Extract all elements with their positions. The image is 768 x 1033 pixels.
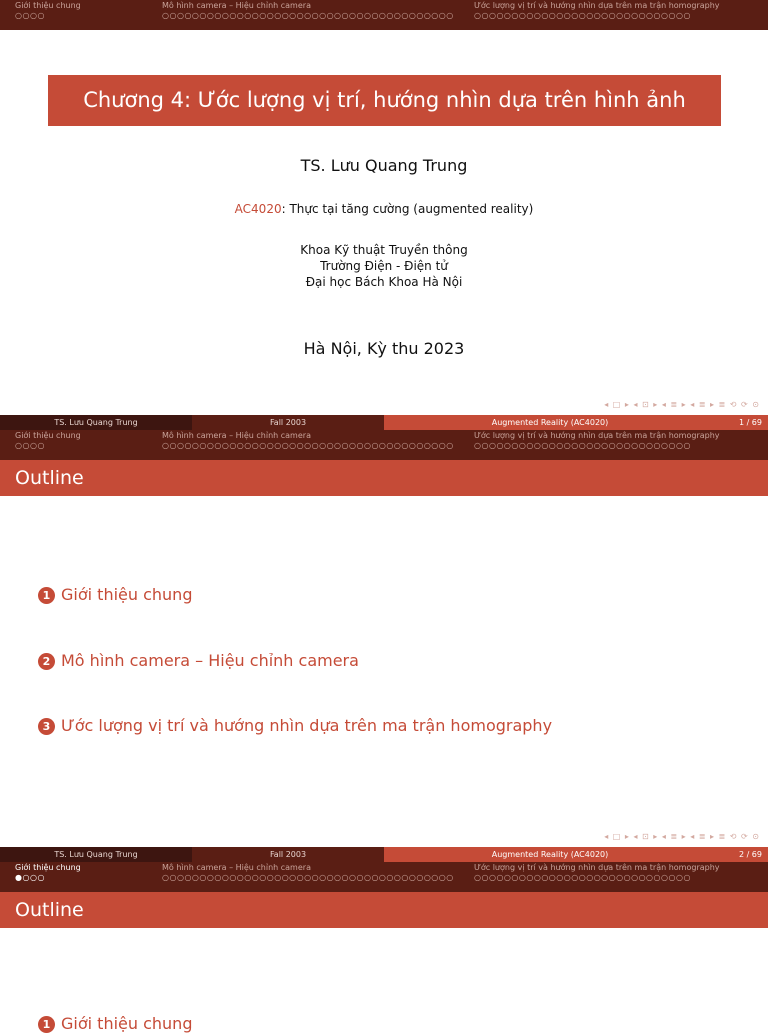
outline-item-intro[interactable] xyxy=(38,585,192,604)
footer-author: TS. Lưu Quang Trung xyxy=(0,415,192,430)
item-number-badge: 1 xyxy=(38,587,55,604)
footer-term: Fall 2003 xyxy=(192,847,384,862)
outline-item-label: Giới thiệu chung xyxy=(61,585,193,604)
slide1-nav-bar xyxy=(0,0,768,30)
beamer-nav-symbols[interactable]: ◂ □ ▸ ◂ ⊡ ▸ ◂ ≣ ▸ ◂ ≣ ▸ ≣ ⟲ ⟳ ⊙ xyxy=(604,832,760,841)
place-date: Hà Nội, Kỳ thu 2023 xyxy=(303,339,465,358)
nav-section-homography[interactable]: Ước lượng vị trí và hướng nhìn dựa trên ma trận homography ○○○○○○○○○○○○○○○○○○○○○○○○○○○○○ xyxy=(474,431,720,450)
outline-heading: Outline xyxy=(0,460,768,496)
footer-term: Fall 2003 xyxy=(192,415,384,430)
course-name: : Thực tại tăng cường (augmented reality) xyxy=(281,202,534,216)
affiliation-university: Đại học Bách Khoa Hà Nội xyxy=(305,275,463,289)
nav-section-camera[interactable]: Mô hình camera – Hiệu chỉnh camera ○○○○○○○○○○○○○○○○○○○○○○○○○○○○○○○○○○○○○○○ xyxy=(162,863,454,882)
outline-heading: Outline xyxy=(0,892,768,928)
item-number-badge: 3 xyxy=(38,718,55,735)
nav-section-homography[interactable]: Ước lượng vị trí và hướng nhìn dựa trên ma trận homography ○○○○○○○○○○○○○○○○○○○○○○○○○○○○○ xyxy=(474,1,720,20)
nav-section-intro[interactable]: Giới thiệu chung ○○○○ xyxy=(15,431,81,450)
item-number-badge: 1 xyxy=(38,1016,55,1033)
chapter-title: Chương 4: Ước lượng vị trí, hướng nhìn dựa trên hình ảnh xyxy=(48,75,721,126)
course-line xyxy=(0,202,768,216)
author-name: TS. Lưu Quang Trung xyxy=(300,156,468,175)
outline-item-homography[interactable] xyxy=(38,716,552,735)
slide1-footer xyxy=(0,415,768,430)
course-code: AC4020 xyxy=(234,202,282,216)
affiliation-school: Trường Điện - Điện tử xyxy=(320,259,448,273)
slide3-nav-bar xyxy=(0,862,768,892)
outline-item-camera[interactable] xyxy=(38,651,359,670)
footer-course: Augmented Reality (AC4020) xyxy=(491,850,609,859)
nav-section-intro[interactable]: Giới thiệu chung ●○○○ xyxy=(15,863,81,882)
slide2-footer xyxy=(0,847,768,862)
nav-section-homography[interactable]: Ước lượng vị trí và hướng nhìn dựa trên ma trận homography ○○○○○○○○○○○○○○○○○○○○○○○○○○○○○ xyxy=(474,863,720,882)
footer-page: 1 / 69 xyxy=(738,418,762,427)
affiliation xyxy=(0,242,768,290)
footer-page: 2 / 69 xyxy=(738,850,762,859)
footer-author: TS. Lưu Quang Trung xyxy=(0,847,192,862)
nav-section-camera[interactable]: Mô hình camera – Hiệu chỉnh camera ○○○○○○○○○○○○○○○○○○○○○○○○○○○○○○○○○○○○○○○ xyxy=(162,431,454,450)
footer-course-box xyxy=(384,415,768,430)
affiliation-faculty: Khoa Kỹ thuật Truyền thông xyxy=(300,243,468,257)
footer-course: Augmented Reality (AC4020) xyxy=(491,418,609,427)
item-number-badge: 2 xyxy=(38,653,55,670)
outline-item-label: Giới thiệu chung xyxy=(61,1014,193,1033)
nav-section-intro[interactable]: Giới thiệu chung ○○○○ xyxy=(15,1,81,20)
nav-section-camera[interactable]: Mô hình camera – Hiệu chỉnh camera ○○○○○○○○○○○○○○○○○○○○○○○○○○○○○○○○○○○○○○○ xyxy=(162,1,454,20)
outline-item-label: Ước lượng vị trí và hướng nhìn dựa trên ma trận homography xyxy=(61,716,553,735)
slide2-nav-bar xyxy=(0,430,768,460)
beamer-nav-symbols[interactable]: ◂ □ ▸ ◂ ⊡ ▸ ◂ ≣ ▸ ◂ ≣ ▸ ≣ ⟲ ⟳ ⊙ xyxy=(604,400,760,409)
outline-item-label: Mô hình camera – Hiệu chỉnh camera xyxy=(61,651,359,670)
footer-course-box xyxy=(384,847,768,862)
